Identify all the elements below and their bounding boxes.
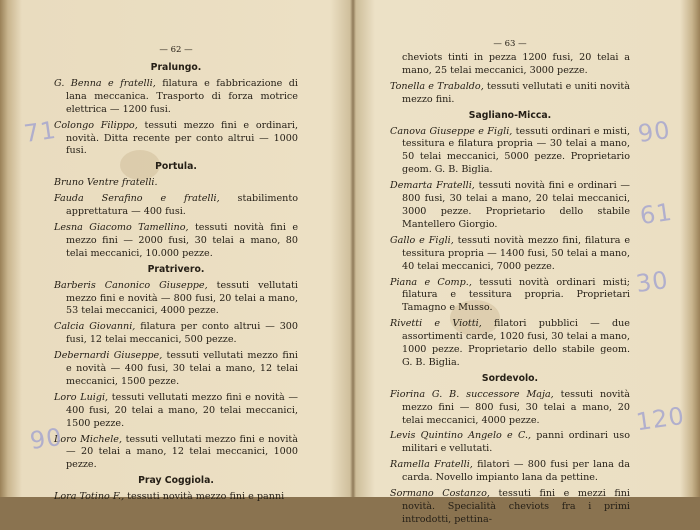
entry [54,392,298,431]
entry-text: tessuti novità mezzo fini — 800 fusi, 30 telai a mano, 20 telai meccanici, 4000 pezze. [402,388,630,426]
section-heading: Pray Coggiola. [138,475,214,487]
entry [390,235,630,274]
entry-name: Tonella e Trabaldo, [390,80,484,92]
entry-text: tessuti novità ordinari misti; filatura e tessitura propria. Proprietari Tamagno e Musso. [402,276,630,314]
entry-name: Ramella Fratelli, [390,459,473,471]
entry [54,78,298,117]
entry-name: Loro Michele, [54,433,123,445]
entry-name: Loro Luigi, [54,391,109,403]
entry [390,180,630,232]
entry-text: filatura e fabbricazione di lana meccanica. Trasporto di forza motrice elettrica — 1200 fusi. [66,77,298,115]
entry [390,459,630,485]
page-number: — 62 — [159,45,193,55]
entry-text: filatori — 800 fusi per lana da carda. Novello impianto lana da pettine. [402,459,630,484]
entry-text: tessuti vellutati mezzo fini e novità — 400 fusi, 20 telai a mano, 20 telai meccanici, 1500 pezze. [66,391,298,429]
pencil-annotation: 90 [636,115,673,149]
entry [54,434,298,473]
entry-name: Calcia Giovanni, [54,321,136,333]
entry-name: Sormano Costanzo, [390,488,490,500]
entry-text: tessuti vellutati mezzo fini e novità — 800 fusi, 20 telai a mano, 53 telai meccanici, 4000 pezze. [66,279,298,317]
section-heading: Pratrivero. [147,263,205,275]
entry-text: tessuti mezzo fini e ordinari, novità. Ditta recente per conto altrui — 1000 fusi. [66,119,298,157]
entry-text: filatori pubblici — due assortimenti carde, 1020 fusi, 30 telai a mano, 1000 pezze. Proprietario dello stabile geom. G. B. Biglia. [402,318,630,368]
entry-name: Gallo e Figli, [390,234,454,246]
section-heading: Portula. [155,161,197,173]
right-page [390,0,630,525]
entry [390,277,630,316]
pencil-annotation: 120 [634,401,687,437]
left-page [54,0,299,503]
entry [390,81,630,107]
pencil-annotation: 90 [28,422,65,456]
entry [390,126,630,178]
entry [390,488,630,527]
entry-text: filatura per conto altrui — 300 fusi, 12 telai meccanici, 500 pezze. [66,321,299,346]
entry [54,350,298,389]
section-heading: Sordevolo. [481,372,539,384]
page-body [390,52,630,530]
entry-text: tessuti fini e mezzi fini novità. Specialità cheviots fra i primi introdotti, pettina- [402,488,630,525]
entry-text: tessuti novità fini e ordinari — 800 fusi, 30 telai a mano, 20 telai meccanici, 3000 pezze. Proprietario dello stabile Mantellero Giorgio. [402,180,630,230]
pencil-annotation: 30 [634,265,671,299]
entry-text: panni ordinari uso militari e vellutati. [402,430,630,455]
entry [54,193,298,219]
entry [390,389,630,428]
entry-text: tessuti novità mezzo fini, filatura e tessitura propria — 1400 fusi, 50 telai a mano, 40 telai meccanici, 7000 pezze. [402,234,630,272]
entry-text: tessuti vellutati e uniti novità mezzo fini. [402,80,630,105]
entry-name: Colongo Filippo, [54,119,138,131]
entry-name: Debernardi Giuseppe, [54,350,163,362]
entry-text: tessuti vellutati mezzo fini e novità — 20 telai a mano, 12 telai meccanici, 1000 pezze. [66,433,298,471]
entry [54,120,298,159]
entry-name: Piana e Comp., [390,276,472,288]
entry-name: G. Benna e fratelli, [54,77,156,89]
entry-name: Fauda Serafino e fratelli, [54,193,220,205]
pencil-annotation: 71 [22,115,59,149]
pencil-annotation: 61 [638,197,675,231]
entry-continuation: cheviots tinti in pezza 1200 fusi, 20 telai a mano, 25 telai meccanici, 3000 pezze. [402,52,630,76]
entry-text: tessuti novità mezzo fini e panni [124,491,285,503]
entry [54,321,298,347]
entry-text: tessuti novità fini e mezzo fini — 2000 fusi, 30 telai a mano, 80 telai meccanici, 10.000 pezze. [66,221,298,259]
entry-name: Rivetti e Viotti, [390,318,482,330]
entry-name: Levis Quintino Angelo e C., [390,430,532,442]
entry [54,280,298,319]
entry-name: Canova Giuseppe e Figli, [390,125,513,137]
entry [54,222,298,261]
section-heading: Sagliano-Micca. [468,109,552,121]
entry [54,177,298,190]
entry-name: Barberis Canonico Giuseppe, [54,279,208,291]
entry-text: stabilimento apprettatura — 400 fusi. [66,193,298,218]
entry-name: Bruno Ventre fratelli. [54,177,158,189]
section-heading: Pralungo. [150,62,202,73]
entry-text: tessuti ordinari e misti, tessitura e filatura propria — 30 telai a mano, 50 telai meccanici, 5000 pezze. Proprietario geom. G. B. Biglia. [402,125,630,176]
page-number: — 63 — [493,39,527,49]
entry [390,430,630,456]
page-body [54,60,298,507]
entry-name: Fiorina G. B. successore Maja, [390,388,554,400]
entry [54,491,298,504]
entry-text: tessuti vellutati mezzo fini e novità — 400 fusi, 30 telai a mano, 12 telai meccanici, 1500 pezze. [66,350,298,387]
entry [390,318,630,370]
entry-name: Lesna Giacomo Tamellino, [54,221,189,233]
entry-name: Lora Totino F., [54,491,125,503]
entry-name: Demarta Fratelli, [390,180,475,192]
